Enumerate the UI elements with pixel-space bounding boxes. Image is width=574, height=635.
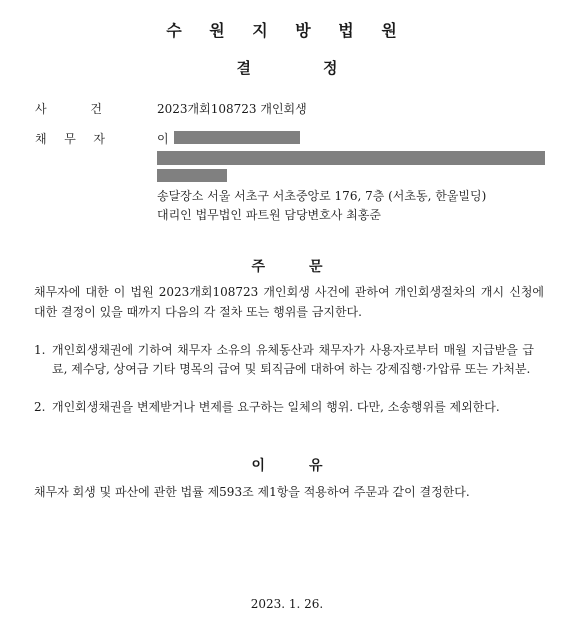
attorney: 대리인 법무법인 파트원 담당변호사 최홍준 bbox=[157, 208, 381, 222]
redacted-debtor-name bbox=[174, 131, 300, 144]
order-item bbox=[34, 341, 534, 379]
debtor-label: 채 무 자 bbox=[35, 132, 105, 146]
reason-heading: 이 유 bbox=[251, 458, 323, 474]
case-label: 사 건 bbox=[35, 102, 102, 116]
redacted-debtor-address-continued bbox=[157, 169, 227, 182]
order-item-number: 1. bbox=[34, 343, 46, 357]
order-item bbox=[34, 398, 534, 417]
order-intro: 채무자에 대한 이 법원 2023개회108723 개인회생 사건에 관하여 개인회생절차의 개시 신청에 대한 결정이 있을 때까지 다음의 각 절차 또는 행위를 금지한다. bbox=[34, 285, 544, 319]
order-item-text: 개인회생채권을 변제받거나 변제를 요구하는 일체의 행위. 다만, 소송행위를 제외한다. bbox=[52, 400, 500, 414]
order-item-text: 개인회생채권에 기하여 채무자 소유의 유체동산과 채무자가 사용자로부터 매월 지급받을 급료, 제수당, 상여금 기타 명목의 급여 및 퇴직금에 대하여 하는 강제집행·가압류 또는 가처분. bbox=[52, 343, 534, 376]
reason-text: 채무자 회생 및 파산에 관한 법률 제593조 제1항을 적용하여 주문과 같이 결정한다. bbox=[34, 485, 470, 499]
order-item-number: 2. bbox=[34, 400, 46, 414]
case-number: 2023개회108723 개인회생 bbox=[157, 102, 307, 116]
decision-date: 2023. 1. 26. bbox=[250, 597, 324, 611]
court-name: 수 원 지 방 법 원 bbox=[166, 21, 408, 40]
debtor-name-initial: 이 bbox=[157, 132, 169, 146]
service-address: 송달장소 서울 서초구 서초중앙로 176, 7층 (서초동, 한울빌딩) bbox=[157, 189, 487, 203]
document-type-char-2: 정 bbox=[323, 59, 338, 77]
redacted-debtor-address bbox=[157, 151, 545, 165]
document-type-title bbox=[0, 57, 574, 78]
document-type-char-1: 결 bbox=[236, 59, 251, 77]
order-heading: 주 문 bbox=[251, 259, 323, 275]
